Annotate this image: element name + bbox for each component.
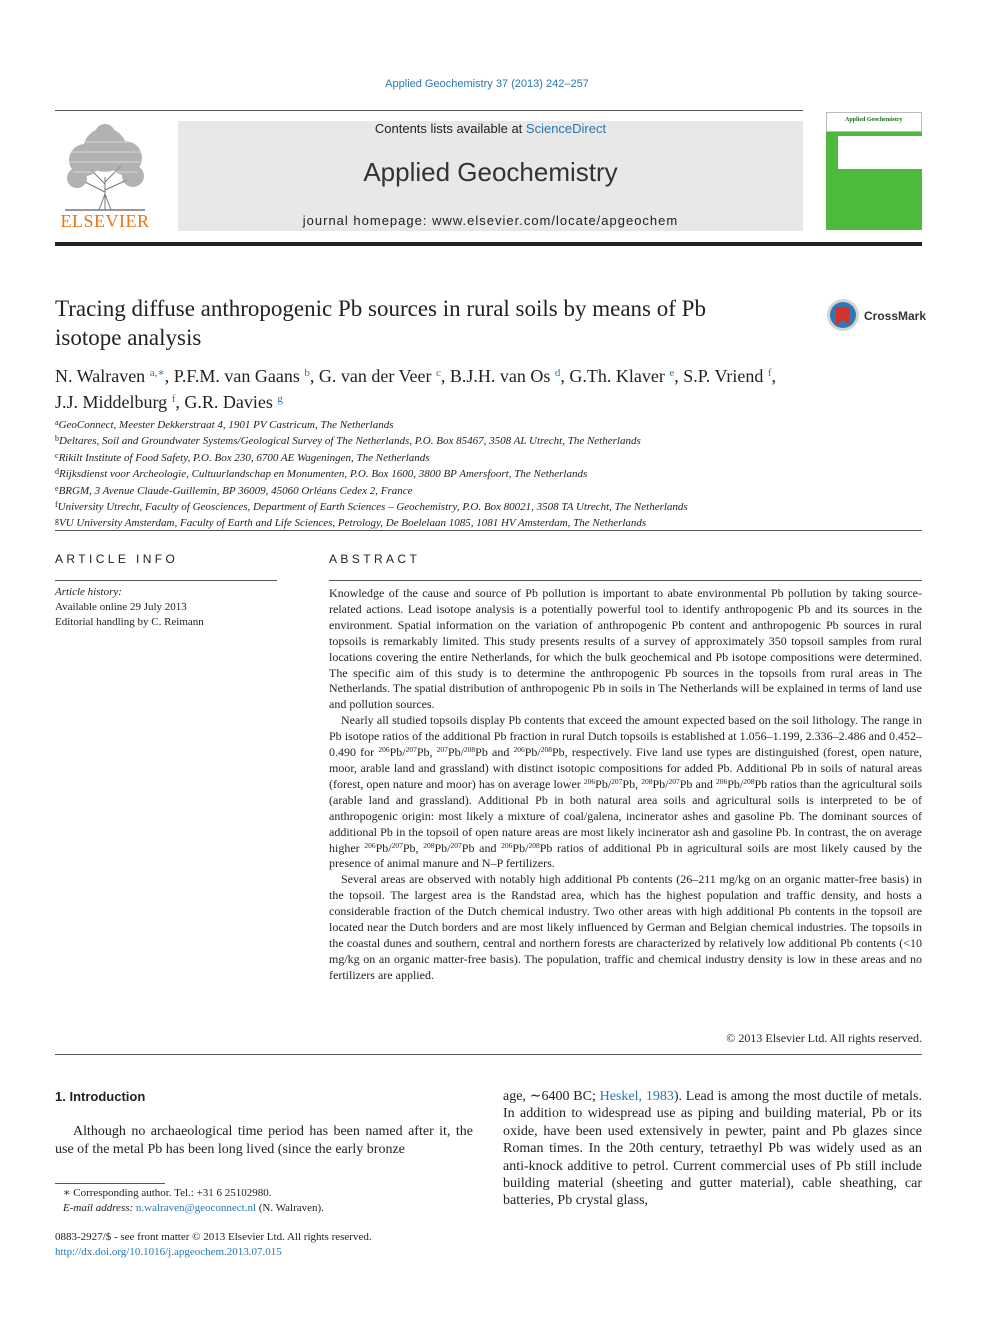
affiliation-rule: [55, 530, 922, 531]
footnotes: [55, 1186, 475, 1215]
author-list: N. Walraven $^{a,∗}$, P.F.M. van Gaans $^b$, G. van der Veer $^c$, B.J.H. van Os $^d$, G.Th. Klaver $^e$, S.P. Vriend $^f$, J.J. Middelburg $^f$, G.R. Davies $^g$: [55, 366, 777, 412]
corresponding-author: ∗ Corresponding author. Tel.: +31 6 25102980.: [63, 1187, 272, 1199]
email-label: E-mail address:: [63, 1201, 136, 1214]
abstract-copyright: © 2013 Elsevier Ltd. All rights reserved.: [726, 1031, 922, 1045]
author-name: [55, 392, 175, 412]
abstract-paragraph-3: Several areas are observed with notably high additional Pb contents (26–211 mg/kg on an organic matter-free basis) in the topsoil. The largest area is the Randstad area, which has the highest population and traffic density, and hosts a considerable fraction of the Dutch chemical industry. Two other areas with high additional Pb contents in the topsoil are located near the Dutch borders and are most likely influenced by German and Belgian chemical industries. The topsoils in the coastal dunes and southern, central and northern forests are characterized by relatively low additional Pb contents (<10 mg/kg on an organic matter-free basis). The population, traffic and chemical industry density is low in these areas and no fertilizers are applied.: [329, 872, 922, 982]
affiliation-row: [55, 514, 915, 530]
author-affiliation-marker[interactable]: e: [669, 367, 675, 379]
isotope-mass-number: 207: [405, 745, 417, 755]
abstract-text-segment: Pb/: [447, 745, 464, 760]
abstract-text-segment: Pb ratios of additional Pb in agricultural soils are most likely caused by the presence of animal manure and N–P fertilizers.: [329, 840, 923, 871]
affiliation-marker: c: [55, 450, 59, 460]
isotope-mass-number: 206: [513, 745, 525, 755]
affiliation-text: BRGM, 3 Avenue Claude-Guillemin, BP 36009, 45060 Orléans Cedex 2, France: [58, 484, 413, 497]
author-affiliation-marker[interactable]: b: [304, 367, 310, 379]
journal-citation[interactable]: Applied Geochemistry 37 (2013) 242–257: [385, 78, 589, 90]
abstract-paragraph-2: [329, 713, 922, 872]
affiliation-marker: b: [55, 434, 59, 444]
affiliation-text: Deltares, Soil and Groundwater Systems/Geological Survey of The Netherlands, P.O. Box 85467, 3508 AL Utrecht, The Netherlands: [59, 435, 641, 448]
abstract-text-segment: Pb/: [524, 745, 541, 760]
isotope-mass-number: 206: [364, 840, 376, 850]
abstract-text-segment: Pb ratios than the agricultural soils (arable land and grassland). Additional Pb in both natural area soils and agricultural soils is interpreted to be of anthropogenic origin: most likely a mixture of coal/galena, incinerator ashes and gasoline Pb. The dominant sources of additional Pb in the topsoil of open nature areas are most likely incinerator ash and gasoline Pb. In contrast, the on average higher: [329, 776, 923, 855]
doi-link[interactable]: http://dx.doi.org/10.1016/j.apgeochem.2013.07.015: [55, 1245, 282, 1258]
abstract-text-segment: Pb,: [402, 840, 424, 855]
author-name-text: N. Walraven: [55, 366, 146, 386]
author-name-text: G. van der Veer: [318, 366, 432, 386]
affiliation-text: GeoConnect, Meester Dekkerstraat 4, 1901 PV Castricum, The Netherlands: [58, 419, 394, 431]
article-info-rule: [55, 580, 277, 581]
author-affiliation-marker[interactable]: a,∗: [149, 367, 165, 379]
author-name-text: G.R. Davies: [184, 392, 273, 412]
journal-header-box: [178, 121, 803, 231]
author-affiliation-marker[interactable]: d: [554, 367, 561, 379]
abstract-heading: ABSTRACT: [329, 552, 421, 566]
introduction-right-column: [503, 1088, 922, 1210]
abstract-text-segment: Pb,: [416, 745, 437, 760]
journal-cover-thumbnail: [826, 112, 922, 230]
publisher-wordmark: ELSEVIER: [60, 211, 150, 231]
abstract-text-segment: Pb/: [434, 840, 451, 855]
article-info: [55, 585, 277, 630]
affiliation-text: VU University Amsterdam, Faculty of Earth and Life Sciences, Petrology, De Boelelaan 1085, 1081 HV Amsterdam, The Netherlands: [59, 517, 647, 530]
isotope-mass-number: 208: [423, 840, 435, 850]
cover-panel: [838, 136, 922, 169]
affiliation-text: Rijksdienst voor Archeologie, Cultuurlandschap en Monumenten, P.O. Box 1600, 3800 BP Amersfoort, The Netherlands: [59, 468, 588, 481]
abstract-text-segment: Pb and: [475, 745, 514, 760]
author-name: [319, 366, 441, 386]
affiliation-row: [55, 449, 915, 465]
email-suffix: (N. Walraven).: [256, 1201, 324, 1214]
heskel-1983-citation-link[interactable]: Heskel, 1983: [599, 1089, 674, 1104]
isotope-mass-number: 207: [391, 840, 403, 850]
affiliation-text: University Utrecht, Faculty of Geosciences, Department of Earth Sciences – Geochemistry, P.O. Box 80021, 3508 TA Utrecht, The Netherlands: [57, 501, 688, 514]
isotope-mass-number: 207: [450, 840, 462, 850]
isotope-mass-number: 206: [378, 745, 390, 755]
abstract-rule: [329, 580, 922, 581]
affiliation-row: [55, 432, 915, 448]
abstract-text-segment: Pb,: [622, 776, 642, 791]
isotope-mass-number: 206: [715, 776, 728, 786]
contents-line: [178, 121, 803, 136]
author-name-text: G.Th. Klaver: [569, 366, 665, 386]
author-affiliation-marker[interactable]: c: [435, 367, 441, 379]
abstract-text-segment: Pb/: [512, 840, 529, 855]
introduction-heading: 1. Introduction: [55, 1089, 146, 1104]
footnote-rule: [55, 1183, 165, 1184]
abstract-end-rule: [55, 1054, 922, 1055]
isotope-mass-number: 208: [463, 745, 476, 755]
affiliation-row: [55, 465, 915, 481]
crossmark-label[interactable]: CrossMark: [864, 309, 927, 323]
author-name: [174, 366, 310, 386]
author-affiliation-marker[interactable]: f: [767, 367, 772, 379]
author-name: [450, 366, 561, 386]
author-name: [184, 392, 283, 412]
isotope-mass-number: 208: [528, 840, 540, 850]
intro-text-a: age, ∼6400 BC;: [503, 1089, 600, 1104]
isotope-mass-number: 208: [540, 745, 552, 755]
abstract-text-segment: Pb/: [375, 840, 392, 855]
journal-name: Applied Geochemistry: [363, 157, 618, 187]
affiliation-row: [55, 498, 915, 514]
author-email-link[interactable]: n.walraven@geoconnect.nl: [135, 1201, 257, 1214]
isotope-mass-number: 207: [611, 776, 623, 786]
isotope-mass-number: 208: [743, 776, 755, 786]
affiliation-row: [55, 482, 915, 498]
abstract-body: [329, 586, 922, 984]
abstract-text-segment: Pb and: [679, 776, 716, 791]
abstract-text-segment: Pb/: [389, 745, 406, 760]
affiliation-marker: f: [55, 500, 58, 510]
sciencedirect-link[interactable]: ScienceDirect: [525, 121, 607, 136]
available-online: Available online 29 July 2013: [55, 601, 187, 613]
author-affiliation-marker[interactable]: g: [277, 393, 283, 405]
header-thick-rule: [55, 242, 922, 246]
intro-text-b: ). Lead is among the most ductile of metals. In addition to widespread use as piping and building material, Pb or its oxide, have been used extensively in pewter, paint and Pb glazes since Roman times. In the 20th century, tetraethyl Pb was widely used as an anti-knock additive to petrol. Current commercial uses of Pb still include building material (sheeting and gutter material), cable sheathing, car batteries, Pb crystal glass,: [503, 1089, 922, 1209]
affiliation-marker: g: [55, 516, 59, 526]
affiliation-row: [55, 416, 915, 432]
isotope-mass-number: 206: [583, 776, 596, 786]
affiliation-marker: a: [55, 418, 59, 427]
author-name-text: P.F.M. van Gaans: [173, 366, 300, 386]
article-title: Tracing diffuse anthropogenic Pb sources in rural soils by means of Pb isotope analysis: [55, 296, 706, 350]
author-name: [55, 366, 165, 386]
author-affiliation-marker[interactable]: f: [171, 393, 176, 405]
abstract-text-segment: Pb/: [727, 776, 744, 791]
journal-homepage[interactable]: journal homepage: www.elsevier.com/locate/apgeochem: [302, 213, 679, 228]
abstract-text-segment: Pb and: [461, 840, 502, 855]
abstract-text-segment: Nearly all studied topsoils display Pb contents that exceed the amount expected based on the soil lithology. The range in Pb isotope ratios of the additional Pb fraction in rural Dutch topsoils is established at 1.056–1.199, 2.336–2.486 and 0.452–0.490 for: [329, 713, 922, 760]
author-name: [683, 366, 771, 386]
history-label: Article history:: [55, 586, 122, 598]
crossmark-icon[interactable]: [826, 298, 860, 332]
author-name-text: S.P. Vriend: [683, 366, 764, 386]
contents-prefix: Contents lists available at: [374, 121, 526, 136]
author-name-text: J.J. Middelburg: [55, 392, 168, 412]
affiliation-list: [55, 416, 915, 531]
isotope-mass-number: 208: [641, 776, 653, 786]
isotope-mass-number: 206: [501, 840, 513, 850]
abstract-paragraph-1: Knowledge of the cause and source of Pb pollution is important to abate environmental Pb pollution by taking source-related actions. Lead isotope analysis is a potentially powerful tool to identify anthropogenic Pb and its sources in the environment. Spatial information on the variation of anthropogenic Pb content and anthropogenic Pb sources in rural topsoils is remarkably limited. This study presents results of a survey of approximately 350 topsoil samples from rural locations covering the entire Netherlands, for which the bulk geochemical and Pb isotope compositions were determined. The specific aim of this study is to determine the anthropogenic Pb sources in the topsoils from rural areas in The Netherlands. The spatial distribution of anthropogenic Pb in soils in The Netherlands will be explained in terms of land use and pollution sources.: [329, 586, 922, 712]
affiliation-marker: d: [55, 467, 59, 477]
header-rule: [55, 110, 803, 111]
isotope-mass-number: 207: [436, 745, 448, 755]
abstract-text-segment: Pb/: [595, 776, 612, 791]
page-footer: [55, 1230, 475, 1259]
introduction-left-column: Although no archaeological time period has been named after it, the use of the metal Pb has been long lived (since the early bronze: [55, 1124, 473, 1157]
isotope-mass-number: 207: [668, 776, 680, 786]
cover-header: [826, 112, 922, 132]
author-name: [569, 366, 674, 386]
affiliation-marker: e: [55, 483, 59, 493]
editorial-handling: Editorial handling by C. Reimann: [55, 616, 204, 628]
article-info-heading: ARTICLE INFO: [55, 552, 179, 566]
affiliation-text: Rikilt Institute of Food Safety, P.O. Box 230, 6700 AE Wageningen, The Netherlands: [58, 451, 430, 464]
abstract-text-segment: Pb, respectively. Five land use types are distinguished (forest, open nature, moor, arable land and grassland) with distinct isotopic compositions for added Pb. Additional Pb in soils of natural areas (forest, open nature and moor) has on average lower: [329, 745, 922, 791]
cover-title: Applied Geochemistry: [845, 117, 903, 123]
author-name-text: B.J.H. van Os: [449, 366, 551, 386]
issn-line: 0883-2927/$ - see front matter © 2013 Elsevier Ltd. All rights reserved.: [55, 1231, 372, 1243]
abstract-text-segment: Pb/: [652, 776, 669, 791]
